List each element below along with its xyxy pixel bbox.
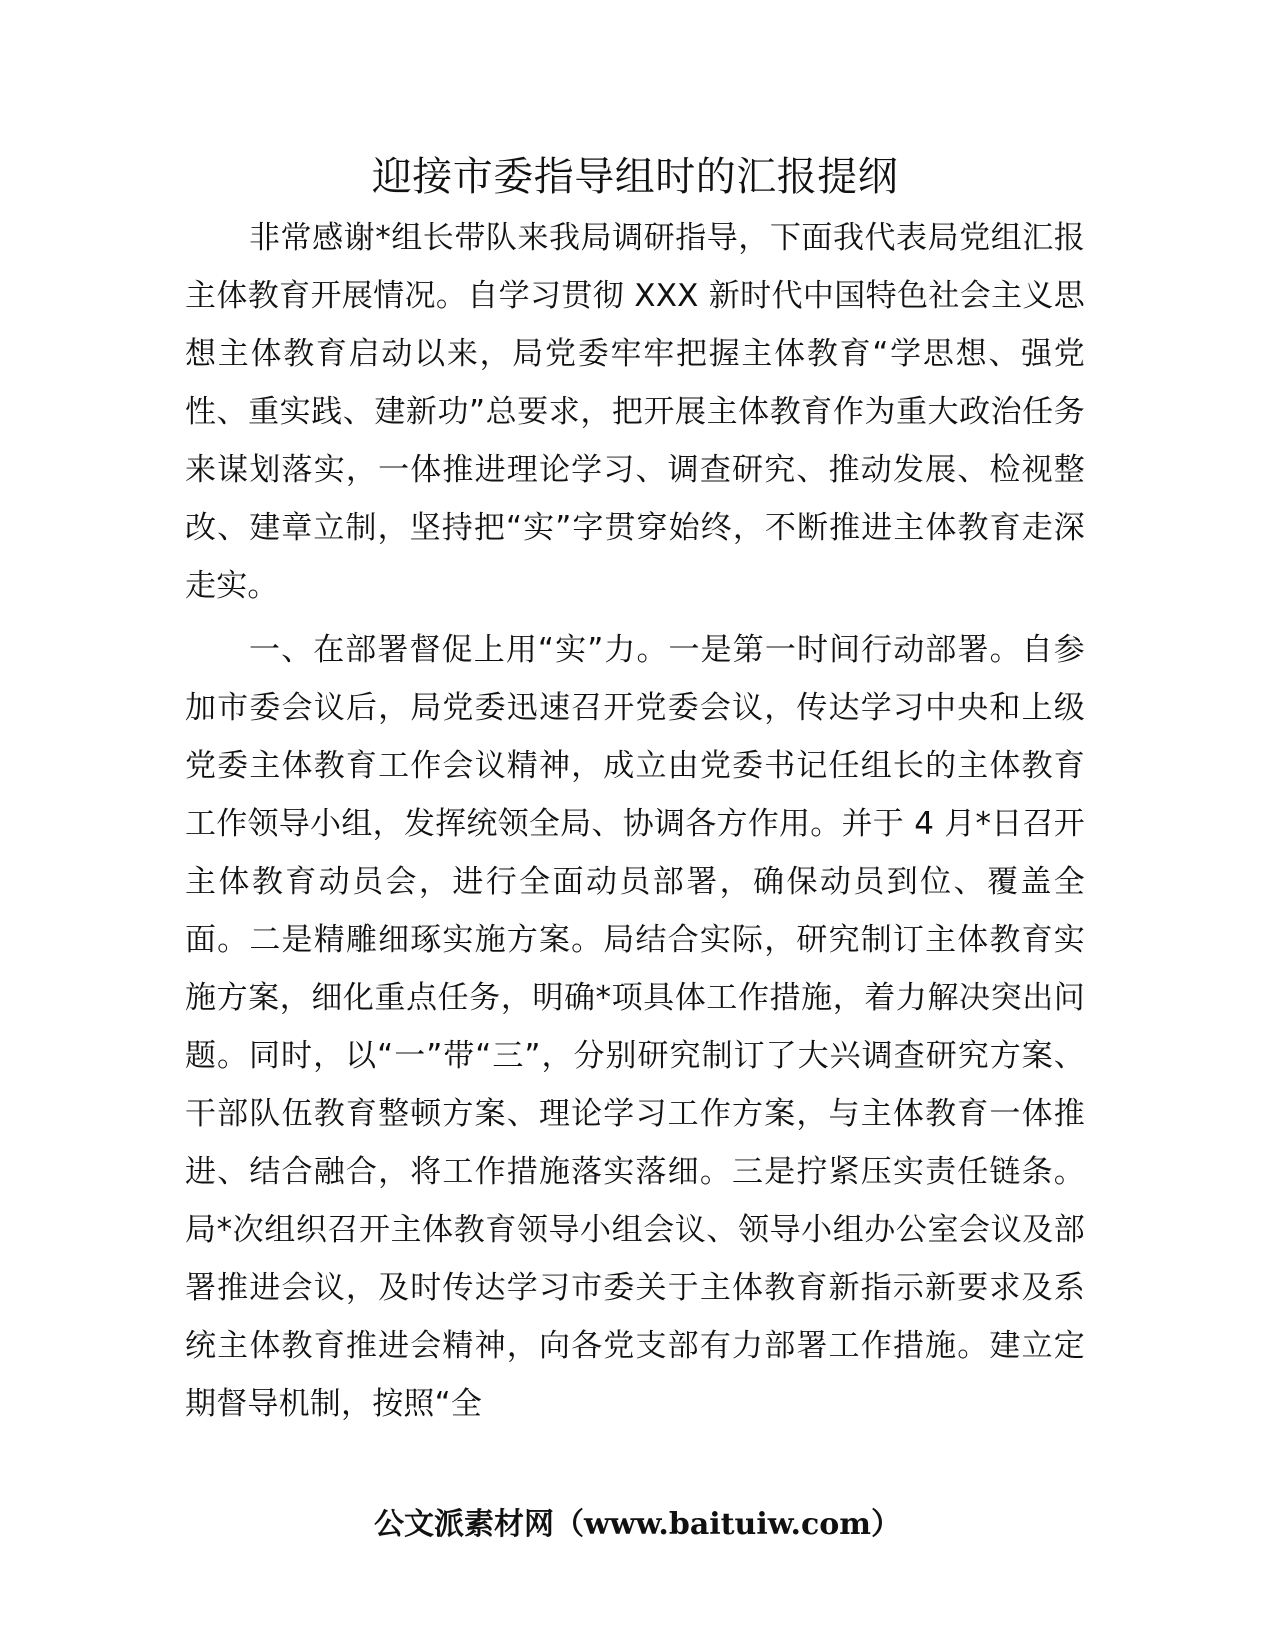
document-title: 迎接市委指导组时的汇报提纲 bbox=[371, 154, 899, 200]
paragraph-intro: 非常感谢*组长带队来我局调研指导，下面我代表局党组汇报主体教育开展情况。自学习贯彻 XXX 新时代中国特色社会主义思想主体教育启动以来，局党委牢牢把握主体教育“学思想、强党性、重实践、建新功”总要求，把开展主体教育作为重大政治任务来谋划落实，一体推进理论学习、调查研究、推动发展、检视整改、建章立制，坚持把“实”字贯穿始终，不断推进主体教育走深走实。 bbox=[185, 220, 1085, 604]
paragraph-section-one: 一、在部署督促上用“实”力。一是第一时间行动部署。自参加市委会议后，局党委迅速召开党委会议，传达学习中央和上级党委主体教育工作会议精神，成立由党委书记任组长的主体教育工作领导小组，发挥统领全局、协调各方作用。并于 4 月*日召开主体教育动员会，进行全面动员部署，确保动员到位、覆盖全面。二是精雕细琢实施方案。局结合实际，研究制订主体教育实施方案，细化重点任务，明确*项具体工作措施，着力解决突出问题。同时，以“一”带“三”，分别研究制订了大兴调查研究方案、干部队伍教育整顿方案、理论学习工作方案，与主体教育一体推进、结合融合，将工作措施落实落细。三是拧紧压实责任链条。局*次组织召开主体教育领导小组会议、领导小组办公室会议及部署推进会议，及时传达学习市委关于主体教育新指示新要求及系统主体教育推进会精神，向各党支部有力部署工作措施。建立定期督导机制，按照“全 bbox=[185, 632, 1085, 1422]
footer-watermark-text: 公文派素材网（www.baituiw.com） bbox=[373, 1507, 902, 1542]
document-body bbox=[185, 145, 1085, 1433]
